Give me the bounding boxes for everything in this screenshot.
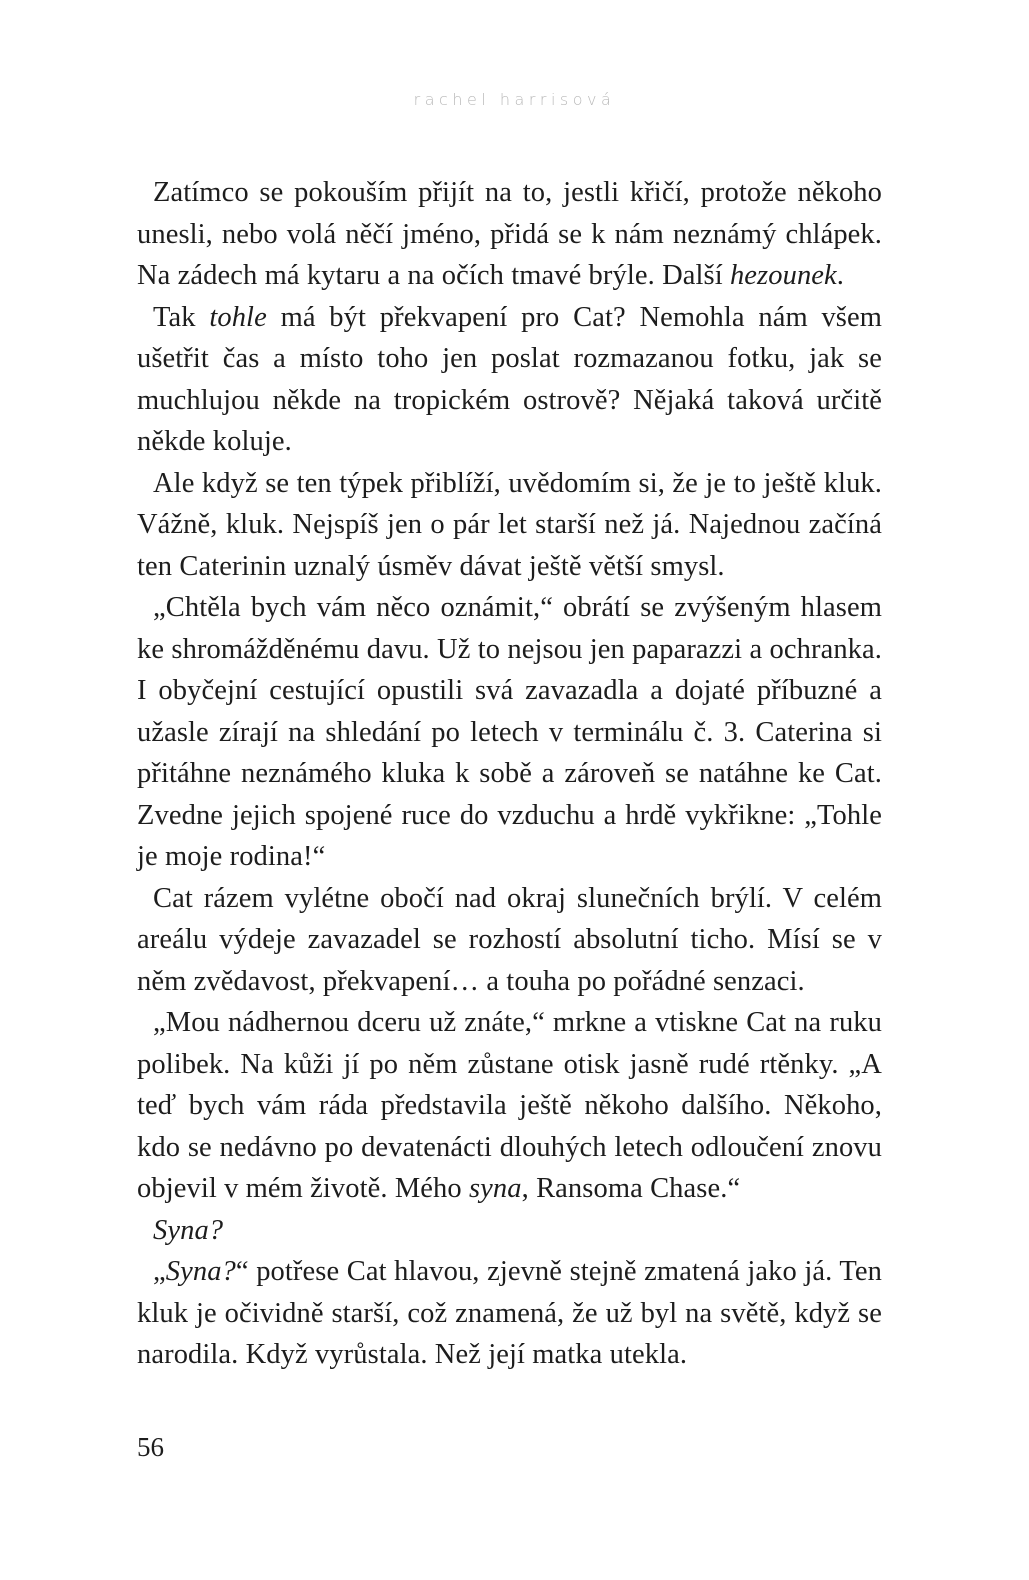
- text-segment: Tak: [153, 301, 210, 333]
- text-segment: , Ransoma Chase.“: [521, 1173, 741, 1204]
- paragraph: [137, 172, 882, 297]
- paragraph: [137, 1002, 882, 1210]
- paragraph: [137, 878, 882, 1003]
- paragraph: [137, 1251, 882, 1376]
- text-segment: .: [836, 260, 845, 291]
- running-header: rachel harrisová: [413, 90, 616, 109]
- paragraph: [137, 1210, 882, 1252]
- italic-text-segment: syna: [468, 1173, 522, 1204]
- text-segment: „Mou nádhernou dceru už znáte,“ mrkne a vtiskne Cat na ruku polibek. Na kůži jí po něm zůstane otisk jasně rudé rtěnky. „A teď bych vám ráda představila ještě někoho dalšího. Někoho, kdo se nedávno po devatenácti dlouhých letech odloučení znovu objevil v mém životě. Mého: [137, 1007, 882, 1204]
- text-segment: má být překvapení pro Cat? Nemohla nám všem ušetřit čas a místo toho jen poslat rozmazanou fotku, jak se muchlujou někde na tropickém ostrově? Nějaká taková určitě někde koluje.: [137, 301, 882, 457]
- page-number: 56: [137, 1432, 164, 1462]
- text-segment: Ale když se ten týpek přiblíží, uvědomím si, že je to ještě kluk. Vážně, kluk. Nejspíš jen o pár let starší než já. Najednou začíná ten Caterinin uznalý úsměv dávat ještě větší smysl.: [137, 467, 882, 582]
- text-segment: “ potřese Cat hlavou, zjevně stejně zmatená jako já. Ten kluk je očividně starší, což znamená, že už byl na světě, když se narodila. Když vyrůstala. Než její matka utekla.: [137, 1256, 882, 1370]
- paragraph: [137, 297, 882, 463]
- paragraph: [137, 587, 882, 878]
- italic-text-segment: Syna?: [153, 1214, 224, 1246]
- text-segment: Zatímco se pokouším přijít na to, jestli křičí, protože někoho unesli, nebo volá něčí jméno, přidá se k nám neznámý chlápek. Na zádech má kytaru a na očích tmavé brýle. Další: [137, 177, 882, 291]
- italic-text-segment: tohle: [209, 301, 267, 333]
- text-block: [137, 172, 882, 1376]
- italic-text-segment: Syna?: [165, 1256, 236, 1287]
- paragraph: [137, 463, 882, 588]
- italic-text-segment: hezounek: [729, 260, 837, 291]
- text-segment: „Chtěla bych vám něco oznámit,“ obrátí se zvýšeným hlasem ke shromážděnému davu. Už to nejsou jen paparazzi a ochranka. I obyčejní cestující opustili svá zavazadla a dojaté příbuzné a užasle zírají na shledání po letech v terminálu č. 3. Caterina si přitáhne neznámého kluka k sobě a zároveň se natáhne ke Cat. Zvedne jejich spojené ruce do vzduchu a hrdě vykřikne: „Tohle je moje rodina!“: [137, 592, 882, 872]
- text-segment: Cat rázem vylétne obočí nad okraj slunečních brýlí. V celém areálu výdeje zavazadel se rozhostí absolutní ticho. Mísí se v něm zvědavost, překvapení… a touha po pořádné senzaci.: [137, 882, 882, 997]
- text-segment: „: [153, 1256, 166, 1287]
